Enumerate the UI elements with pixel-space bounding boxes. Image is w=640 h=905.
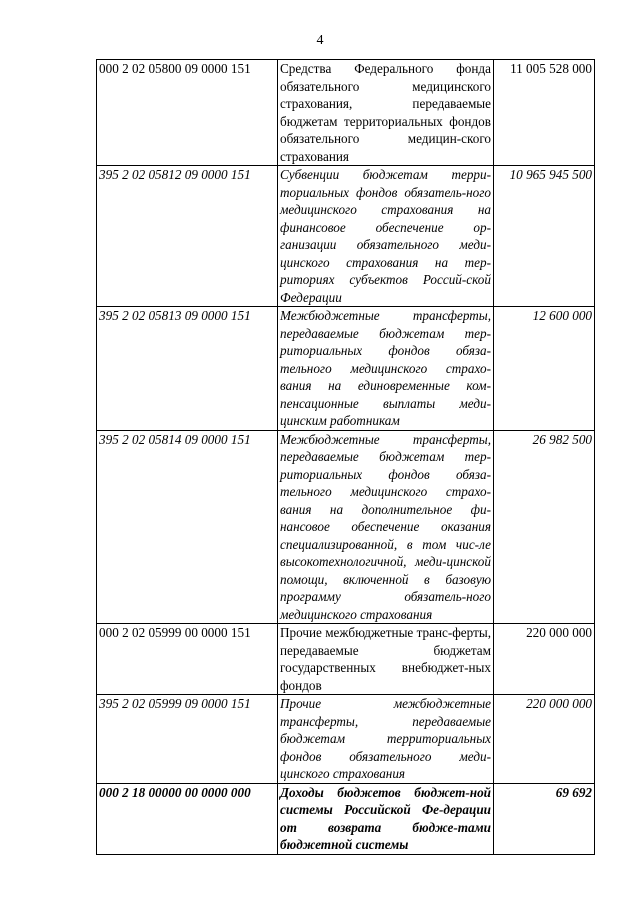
amount-cell: 12 600 000	[494, 307, 595, 431]
table-row	[97, 430, 595, 624]
budget-code-cell: 395 2 02 05999 09 0000 151	[97, 695, 278, 784]
table-row	[97, 695, 595, 784]
budget-revenue-table	[96, 59, 595, 855]
table-row	[97, 624, 595, 695]
revenue-name-cell: Межбюджетные трансферты, передаваемые бюджетам тер-риториальных фондов обяза-тельного медицинского страхо-вания на единовременные ком-пенсационные выплаты меди-цинским работникам	[278, 307, 494, 431]
amount-cell: 220 000 000	[494, 695, 595, 784]
revenue-name-cell: Прочие межбюджетные транс-ферты, передаваемые бюджетам государственных внебюджет-ных фондов	[278, 624, 494, 695]
revenue-name-cell: Субвенции бюджетам терри-ториальных фондов обязатель-ного медицинского страхования на финансовое обеспечение ор-ганизации обязательного меди-цинского страхования на тер-риториях субъектов Россий-ской Федерации	[278, 166, 494, 307]
table-row	[97, 307, 595, 431]
table-row	[97, 60, 595, 166]
amount-cell: 10 965 945 500	[494, 166, 595, 307]
amount-cell: 26 982 500	[494, 430, 595, 624]
table-row	[97, 783, 595, 854]
amount-cell: 220 000 000	[494, 624, 595, 695]
revenue-name-cell: Средства Федерального фонда обязательного медицинского страхования, передаваемые бюджетам территориальных фондов обязательного медицин-ского страхования	[278, 60, 494, 166]
revenue-name-cell: Межбюджетные трансферты, передаваемые бюджетам тер-риториальных фондов обяза-тельного медицинского страхо-вания на дополнительное фи-нансовое обеспечение оказания специализированной, в том чис-ле высокотехнологичной, меди-цинской помощи, включенной в базовую программу обязатель-ного медицинского страхования	[278, 430, 494, 624]
page-number: 4	[316, 33, 324, 48]
budget-code-cell: 000 2 18 00000 00 0000 000	[97, 783, 278, 854]
budget-code-cell: 395 2 02 05813 09 0000 151	[97, 307, 278, 431]
budget-code-cell: 395 2 02 05814 09 0000 151	[97, 430, 278, 624]
budget-code-cell: 000 2 02 05800 09 0000 151	[97, 60, 278, 166]
table-row	[97, 166, 595, 307]
revenue-name-cell: Прочие межбюджетные трансферты, передаваемые бюджетам территориальных фондов обязательного меди-цинского страхования	[278, 695, 494, 784]
amount-cell: 69 692	[494, 783, 595, 854]
budget-code-cell: 395 2 02 05812 09 0000 151	[97, 166, 278, 307]
revenue-name-cell: Доходы бюджетов бюджет-ной системы Российской Фе-дерации от возврата бюдже-тами бюджетной системы	[278, 783, 494, 854]
budget-code-cell: 000 2 02 05999 00 0000 151	[97, 624, 278, 695]
amount-cell: 11 005 528 000	[494, 60, 595, 166]
